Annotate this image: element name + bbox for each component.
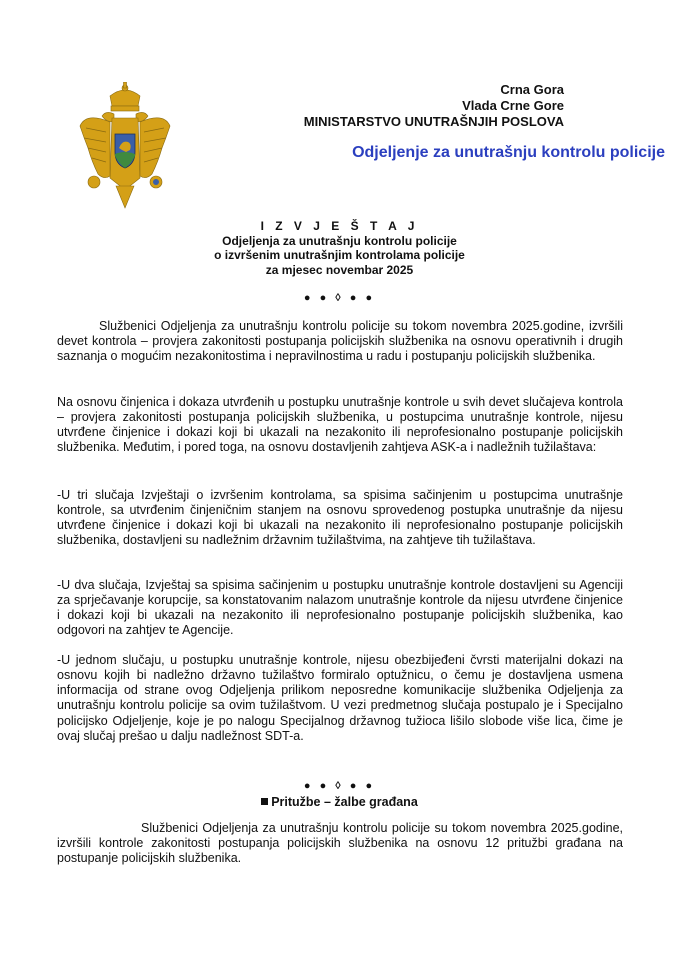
paragraph-anticorruption: -U dva slučaja, Izvještaj sa spisima sačinjenim u postupku unutrašnje kontrole dostavljeni su Agenciji za sprječavanje korupcije, sa konstatovanim nalazom unutrašnje kontrole da nijesu utvrđene činjenice i dokazi koji bi ukazali na nezakonito ili neprofesionalno postupanje policijskih službenika, kao odgovori na zahtjev te Agencije. [57, 577, 623, 638]
bullet-square-icon [261, 798, 268, 805]
separator-ornament: ● ● ◊ ● ● [303, 292, 376, 304]
government-name: Vlada Crne Gore [462, 98, 564, 113]
coat-of-arms-icon [76, 82, 174, 214]
paragraph-findings: Na osnovu činjenica i dokaza utvrđenih u postupku unutrašnje kontrole u svih devet slučajeva kontrola – provjera zakonitosti postupanja policijskih službenika, u postupcima unutrašnje kontrole, nijesu utvrđene činjenice i dokazi koji bi ukazali na nezakonito ili neprofesionalno postupanje policijskih službenika. Međutim, i pored toga, na osnovu dostavljenih zahtjeva ASK-a i nadležnih tužilaštava: [57, 394, 623, 455]
separator-ornament-2: ● ● ◊ ● ● [303, 780, 376, 792]
paragraph-special-case: -U jednom slučaju, u postupku unutrašnje kontrole, nijesu obezbijeđeni čvrsti materijalni dokazi na osnovu kojih bi nadležno državno tužilaštvo formiralo optužnicu, o čemu je dostavljena usmena informacija od strane ovog Odjeljenja prilikom neposredne komunikacije službenika Odjeljenja za unutrašnju kontrolu policije sa ovim tužilaštvom. U vezi predmetnog slučaja postupalo je i Specijalno policijsko Odjeljenje, koje je po nalogu Specijalnog državnog tužioca lišilo slobode više lica, čime je ovaj slučaj prešao u dalju nadležnost SDT-a. [57, 652, 623, 743]
section-heading-text: Pritužbe – žalbe građana [271, 795, 418, 809]
report-subtitle-3: za mjesec novembar 2025 [265, 262, 414, 277]
department-name: Odjeljenje za unutrašnju kontrolu policije [352, 144, 665, 161]
issuer-header [304, 82, 564, 130]
report-title-block [0, 219, 679, 277]
paragraph-intro: Službenici Odjeljenja za unutrašnju kontrolu policije su tokom novembra 2025.godine, izvršili devet kontrola – provjera zakonitosti postupanja policijskih službenika na osnovu operativnih i drugih saznanja o mogućim nezakonitostima i nepravilnostima u radu i postupanju policijskih službenika. [57, 318, 623, 364]
report-title: I Z V J E Š T A J [260, 219, 419, 233]
report-subtitle-2: o izvršenim unutrašnjim kontrolama policije [214, 248, 465, 262]
paragraph-prosecution: -U tri slučaja Izvještaji o izvršenim kontrolama, sa spisima sačinjenim u postupcima unutrašnje kontrole, sa utvrđenim činjeničnim stanjem na osnovu sprovedenog postupka unutrašnje da nijesu utvrđene činjenice i dokazi koji bi ukazali na nezakonito ili neprofesionalno postupanje policijskih službenika, dostavljeni su nadležnim državnim tužilaštvima, na zahtjeve tih tužilaštava. [57, 487, 623, 548]
paragraph-complaints: Službenici Odjeljenja za unutrašnju kontrolu policije su tokom novembra 2025.godine, izvršili kontrole zakonitosti postupanja policijskih službenika na osnovu 12 pritužbi građana na postupanje policijskih službenika. [57, 820, 623, 866]
report-subtitle-1: Odjeljenja za unutrašnju kontrolu policije [222, 233, 457, 248]
country-name: Crna Gora [500, 82, 564, 97]
section-heading [0, 795, 679, 809]
ministry-name: MINISTARSTVO UNUTRAŠNJIH POSLOVA [303, 114, 564, 129]
